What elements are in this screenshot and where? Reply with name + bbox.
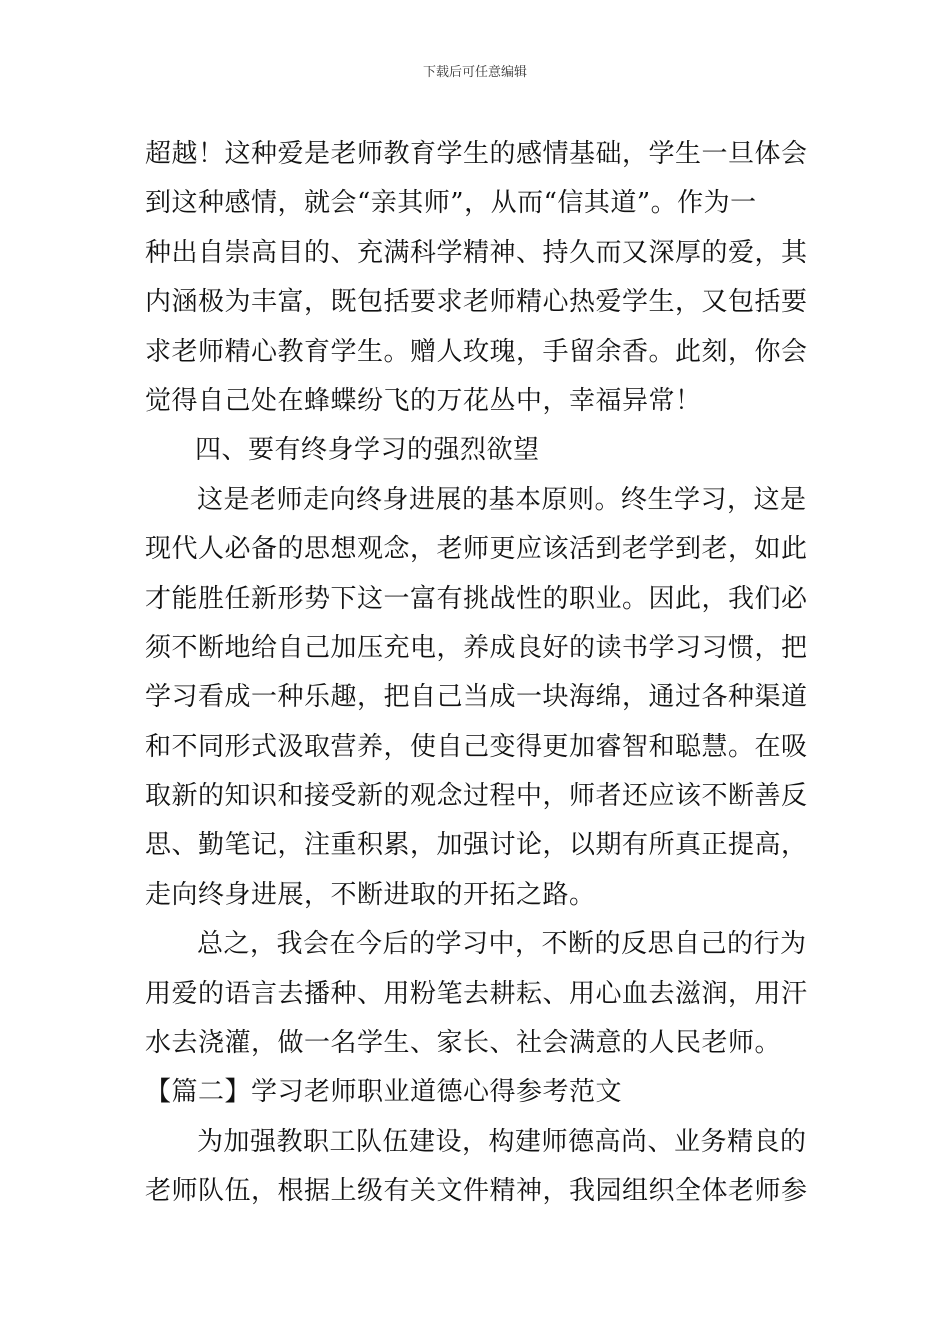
text-line: 种出自崇高目的、充满科学精神、持久而又深厚的爱，其 <box>145 237 808 268</box>
text-line: 超越！这种爱是老师教育学生的感情基础，学生一旦体会 <box>145 139 808 169</box>
paragraph-first-line: 总之，我会在今后的学习中，不断的反思自己的行为 <box>197 929 807 960</box>
text-line: 求老师精心教育学生。赠人玫瑰，手留余香。此刻，你会 <box>145 336 808 367</box>
text-line: 须不断地给自己加压充电，养成良好的读书学习习惯，把 <box>145 632 808 663</box>
text-line: 老师队伍，根据上级有关文件精神，我园组织全体老师参 <box>145 1176 808 1207</box>
text-line: 用爱的语言去播种、用粉笔去耕耘、用心血去滋润，用汗 <box>145 978 808 1009</box>
section-title: 【篇二】学习老师职业道德心得参考范文 <box>145 1077 623 1108</box>
paragraph-first-line: 这是老师走向终身进展的基本原则。终生学习，这是 <box>197 484 807 515</box>
text-line: 觉得自己处在蜂蝶纷飞的万花丛中，幸福异常！ <box>145 385 702 416</box>
text-line: 走向终身进展，不断进取的开拓之路。 <box>145 879 596 910</box>
section-heading: 四、要有终身学习的强烈欲望 <box>195 435 540 466</box>
text-line: 才能胜任新形势下这一富有挑战性的职业。因此，我们必 <box>145 583 808 614</box>
text-line: 和不同形式汲取营养，使自己变得更加睿智和聪慧。在吸 <box>145 731 808 762</box>
text-line: 水去浇灌，做一名学生、家长、社会满意的人民老师。 <box>145 1028 782 1059</box>
text-line: 内涵极为丰富，既包括要求老师精心热爱学生，又包括要 <box>145 287 808 318</box>
paragraph-first-line: 为加强教职工队伍建设，构建师德高尚、业务精良的 <box>197 1126 807 1157</box>
text-line: 学习看成一种乐趣，把自己当成一块海绵，通过各种渠道 <box>145 682 808 713</box>
document-body <box>145 130 810 1217</box>
text-line: 取新的知识和接受新的观念过程中，师者还应该不断善反 <box>145 781 808 812</box>
page-header: 下载后可任意编辑 <box>422 65 527 80</box>
text-line: 到这种感情，就会“亲其师”，从而“信其道”。作为一 <box>145 188 757 219</box>
text-line: 现代人必备的思想观念，老师更应该活到老学到老，如此 <box>145 534 808 565</box>
text-line: 思、勤笔记，注重积累，加强讨论，以期有所真正提高， <box>145 830 808 861</box>
